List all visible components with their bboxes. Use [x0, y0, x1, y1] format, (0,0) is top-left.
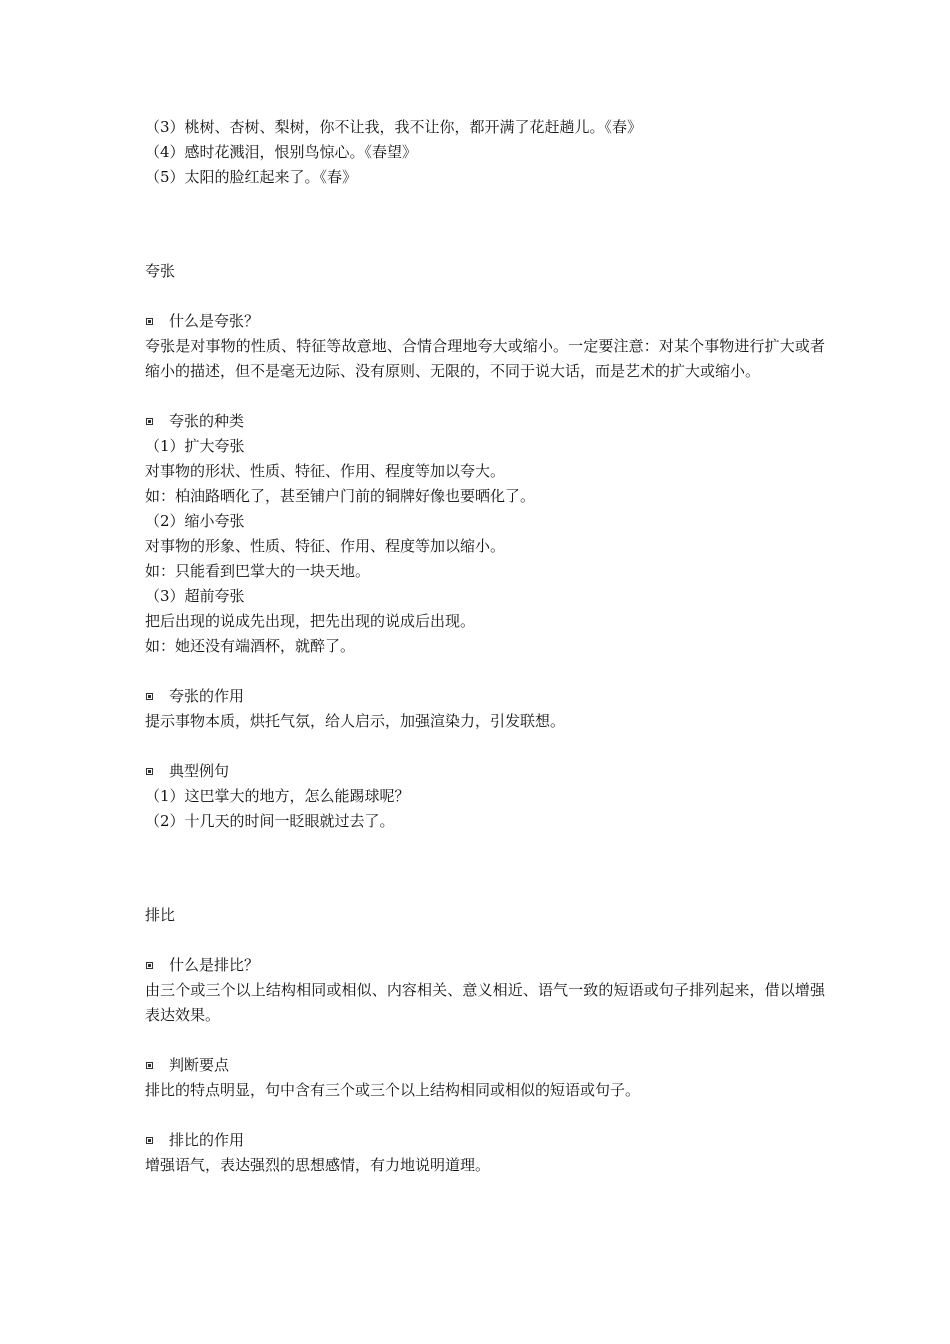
paibi-effect-body: 增强语气，表达强烈的思想感情，有力地说明道理。 — [145, 1156, 491, 1174]
kuazhang-example-line: （2）十几天的时间一眨眼就过去了。 — [145, 812, 395, 830]
kuazhang-type-line: （1）扩大夸张 — [145, 437, 245, 455]
intro-example-3: （3）桃树、杏树、梨树，你不让我，我不让你，都开满了花赶趟儿。《春》 — [145, 118, 643, 136]
kuazhang-type-line: 把后出现的说成先出现，把先出现的说成后出现。 — [145, 612, 476, 630]
kuazhang-type-line: 对事物的形状、性质、特征、作用、程度等加以夸大。 — [145, 462, 506, 480]
square-bullet-icon — [146, 318, 153, 325]
kuazhang-type-line: 如：只能看到巴掌大的一块天地。 — [145, 562, 371, 580]
heading-text: 夸张的作用 — [169, 687, 245, 705]
kuazhang-what-heading — [145, 309, 825, 334]
paibi-key-body: 排比的特点明显，句中含有三个或三个以上结构相同或相似的短语或句子。 — [145, 1081, 641, 1099]
kuazhang-type-line: （3）超前夸张 — [145, 587, 245, 605]
square-bullet-icon — [146, 1137, 153, 1144]
heading-text: 典型例句 — [169, 762, 230, 780]
section-title-paibi: 排比 — [145, 906, 176, 924]
paibi-effect-heading — [145, 1128, 825, 1153]
kuazhang-type-line: 如：柏油路晒化了，甚至铺户门前的铜牌好像也要晒化了。 — [145, 487, 536, 505]
kuazhang-type-line: 对事物的形象、性质、特征、作用、程度等加以缩小。 — [145, 537, 506, 555]
kuazhang-type-line: 如：她还没有端酒杯，就醉了。 — [145, 637, 356, 655]
kuazhang-types-heading — [145, 409, 825, 434]
heading-text: 什么是夸张？ — [169, 312, 260, 330]
paibi-what-body: 由三个或三个以上结构相同或相似、内容相关、意义相近、语气一致的短语或句子排列起来，借以增强表达效果。 — [145, 981, 825, 1024]
kuazhang-effect-heading — [145, 684, 825, 709]
paibi-what-heading — [145, 953, 825, 978]
kuazhang-what-body: 夸张是对事物的性质、特征等故意地、合情合理地夸大或缩小。一定要注意：对某个事物进行扩大或者缩小的描述，但不是毫无边际、没有原则、无限的，不同于说大话，而是艺术的扩大或缩小。 — [145, 337, 825, 380]
section-title-kuazhang: 夸张 — [145, 262, 176, 280]
square-bullet-icon — [146, 768, 153, 775]
heading-text: 判断要点 — [169, 1056, 230, 1074]
intro-examples — [145, 115, 825, 190]
paibi-key-heading — [145, 1053, 825, 1078]
intro-example-5: （5）太阳的脸红起来了。《春》 — [145, 168, 358, 186]
intro-example-4: （4）感时花溅泪，恨别鸟惊心。《春望》 — [145, 143, 418, 161]
document-page — [145, 115, 825, 1178]
heading-text: 排比的作用 — [169, 1131, 245, 1149]
heading-text: 什么是排比？ — [169, 956, 260, 974]
square-bullet-icon — [146, 1062, 153, 1069]
kuazhang-effect-body: 提示事物本质，烘托气氛，给人启示，加强渲染力，引发联想。 — [145, 712, 566, 730]
kuazhang-examples-heading — [145, 759, 825, 784]
square-bullet-icon — [146, 418, 153, 425]
heading-text: 夸张的种类 — [169, 412, 245, 430]
square-bullet-icon — [146, 693, 153, 700]
square-bullet-icon — [146, 962, 153, 969]
kuazhang-type-line: （2）缩小夸张 — [145, 512, 245, 530]
kuazhang-example-line: （1）这巴掌大的地方，怎么能踢球呢？ — [145, 787, 410, 805]
